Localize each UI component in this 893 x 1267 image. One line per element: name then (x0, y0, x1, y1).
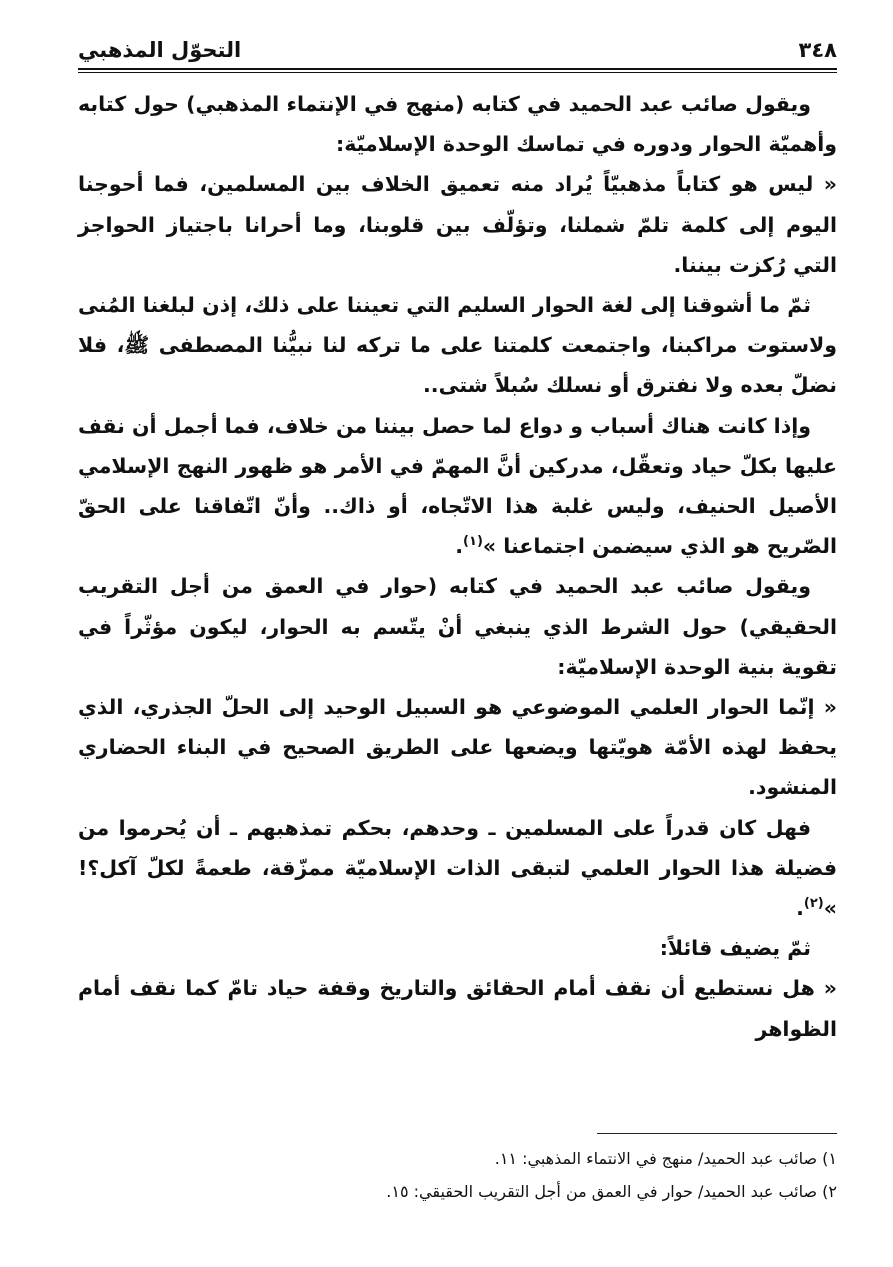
footnote-separator (597, 1133, 837, 1134)
author-name: صائب عبد الحميد (554, 574, 734, 599)
running-title: التحوّل المذهبي (78, 38, 242, 62)
footnote-ref-1[interactable]: (١) (463, 534, 483, 550)
paragraph-2: ويقول صائب عبد الحميد في كتابه (حوار في العمق من أجل التقريب الحقيقي) حول الشرط الذي ينبغي أنْ يتّسم به الحوار، ليكون مؤثّراً في تقوية بنية الوحدة الإسلاميّة: (78, 574, 837, 679)
footnote-ref-2[interactable]: (٢) (803, 896, 824, 912)
quote-paragraph-5: فهل كان قدراً على المسلمين ـ وحدهم، بحكم تمذهبهم ـ أن يُحرموا من فضيلة هذا الحوار العلمي لتبقى الذات الإسلاميّة ممزّقة، طعمةً لكلّ آكل؟! »$^{(٢)}$. (78, 815, 837, 921)
quote-paragraph-6: « هل نستطيع أن نقف أمام الحقائق والتاريخ وقفة حياد تامّ كما نقف أمام الظواهر (78, 976, 837, 1041)
quote-paragraph-2: ثمّ ما أشوقنا إلى لغة الحوار السليم التي تعيننا على ذلك، إذن لبلغنا المُنى ولاستوت مراكبنا، واجتمعت كلمتنا على ما تركه لنا نبيُّنا المصطفى ﷺ، فلا نضلّ بعده ولا نفترق أو نسلك سُبلاً شتى.. (78, 293, 837, 398)
quote-paragraph-4: « إنّما الحوار العلمي الموضوعي هو السبيل الوحيد إلى الحلّ الجذري، الذي يحفظ لهذه الأمّة هويّتها ويضعها على الطريق الصحيح في البناء الحضاري المنشود. (78, 695, 837, 800)
page-number: ٣٤٨ (798, 38, 837, 62)
author-name: صائب عبد الحميد (568, 92, 738, 116)
page-header (78, 32, 837, 68)
paragraph-3: ثمّ يضيف قائلاً: (659, 936, 811, 961)
header-rule (78, 68, 837, 70)
footnote-1: ١) صائب عبد الحميد/ منهج في الانتماء المذهبي: ١١. (494, 1149, 837, 1168)
footnote-2: ٢) صائب عبد الحميد/ حوار في العمق من أجل التقريب الحقيقي: ١٥. (386, 1182, 837, 1201)
paragraph-1: ويقول صائب عبد الحميد في كتابه (منهج في الإنتماء المذهبي) حول كتابه وأهميّة الحوار ودوره في تماسك الوحدة الإسلاميّة: (78, 92, 837, 157)
body-text (78, 84, 837, 1049)
quote-paragraph-1: « ليس هو كتاباً مذهبيّاً يُراد منه تعميق الخلاف بين المسلمين، فما أحوجنا اليوم إلى كلمة تلمّ شملنا، وتؤلّف بين قلوبنا، وما أحرانا باجتياز الحواجز التي رُكزت بيننا. (78, 172, 837, 277)
quote-paragraph-3: وإذا كانت هناك أسباب و دواع لما حصل بيننا من خلاف، فما أجمل أن نقف عليها بكلّ حياد وتعقّل، مدركين أنَّ المهمّ في الأمر هو ظهور النهج الإسلامي الأصيل الحنيف، وليس غلبة هذا الاتّجاه، أو ذاك.. وأنّ اتّفاقنا على الحقّ الصّريح هو الذي سيضمن اجتماعنا »$^{(١)}$. (78, 413, 837, 559)
header-rule-thin (78, 72, 837, 73)
footnotes (78, 1142, 837, 1208)
